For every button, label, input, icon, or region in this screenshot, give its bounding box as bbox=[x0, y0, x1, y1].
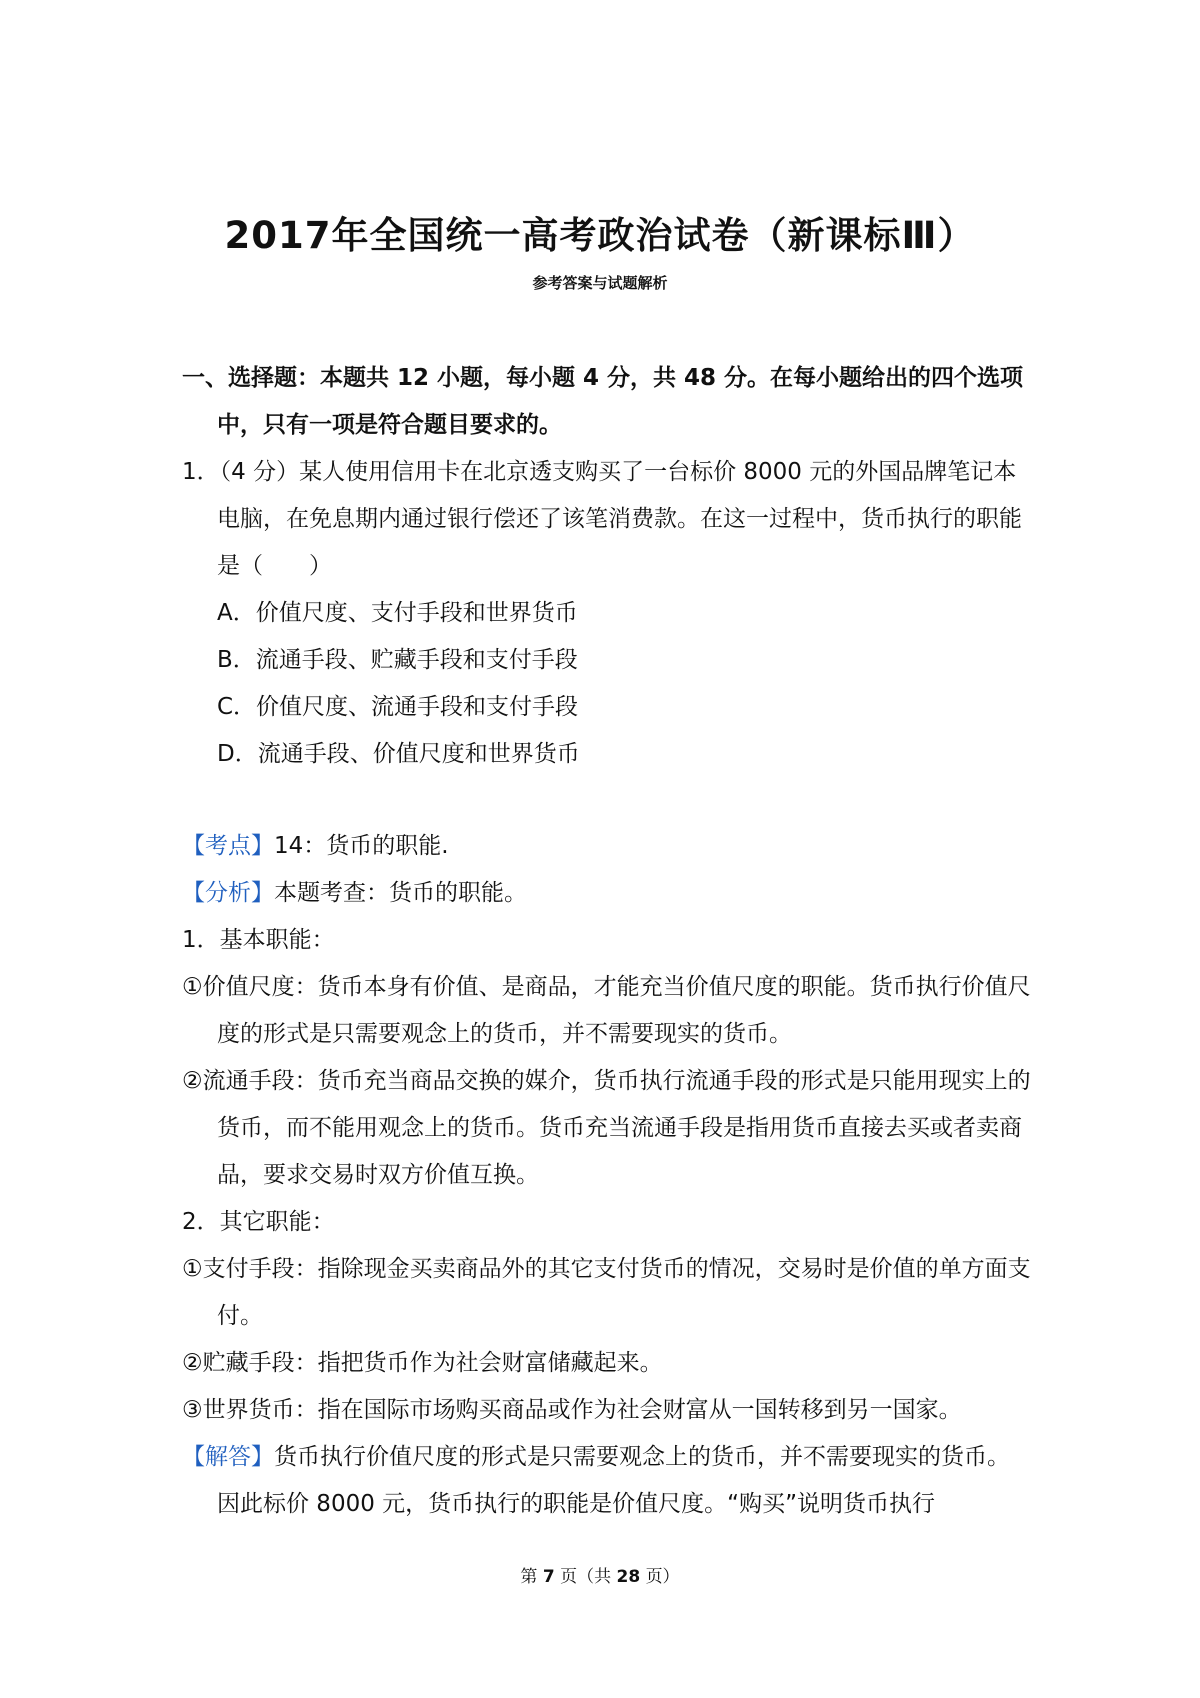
document-body bbox=[182, 355, 1032, 1528]
jieda-line bbox=[182, 1434, 1032, 1528]
option-c: C．价值尺度、流通手段和支付手段 bbox=[217, 694, 579, 720]
page-number: 7 bbox=[542, 1567, 555, 1587]
section-heading: 一、选择题：本题共 12 小题，每小题 4 分，共 48 分。在每小题给出的四个选项中，只有一项是符合题目要求的。 bbox=[182, 365, 1024, 438]
kaodian-line bbox=[182, 823, 1032, 870]
page-total: 28 bbox=[616, 1567, 641, 1587]
fenxi-text: 本题考查：货币的职能。 bbox=[274, 880, 527, 906]
page-footer bbox=[0, 1562, 1200, 1587]
document-subtitle: 参考答案与试题解析 bbox=[532, 274, 668, 292]
jieda-tag: 【解答】 bbox=[182, 1444, 274, 1470]
question-stem: 1．（4 分）某人使用信用卡在北京透支购买了一台标价 8000 元的外国品牌笔记本电脑，在免息期内通过银行偿还了该笔消费款。在这一过程中，货币执行的职能是（ ） bbox=[182, 459, 1022, 579]
option-a: A．价值尺度、支付手段和世界货币 bbox=[217, 600, 578, 626]
option-b: B．流通手段、贮藏手段和支付手段 bbox=[217, 647, 578, 673]
other-functions-heading: 2．其它职能： bbox=[182, 1209, 335, 1235]
kaodian-text: 14：货币的职能. bbox=[274, 833, 449, 859]
basic-function-item: ②流通手段：货币充当商品交换的媒介，货币执行流通手段的形式是只能用现实上的货币，而不能用观念上的货币。货币充当流通手段是指用货币直接去买或者卖商品，要求交易时双方价值互换。 bbox=[182, 1068, 1031, 1188]
spacer bbox=[182, 778, 1032, 823]
footer-middle: 页（共 bbox=[560, 1567, 612, 1587]
kaodian-tag: 【考点】 bbox=[182, 833, 274, 859]
document-title: 2017年全国统一高考政治试卷（新课标Ⅲ） bbox=[224, 214, 976, 257]
basic-function-item: ①价值尺度：货币本身有价值、是商品，才能充当价值尺度的职能。货币执行价值尺度的形式是只需要观念上的货币，并不需要现实的货币。 bbox=[182, 974, 1031, 1047]
option-d: D．流通手段、价值尺度和世界货币 bbox=[217, 741, 580, 767]
other-function-item: ③世界货币：指在国际市场购买商品或作为社会财富从一国转移到另一国家。 bbox=[182, 1397, 962, 1423]
footer-prefix: 第 bbox=[520, 1567, 538, 1587]
footer-suffix: 页） bbox=[645, 1567, 680, 1587]
jieda-text: 货币执行价值尺度的形式是只需要观念上的货币，并不需要现实的货币。因此标价 8000 元，货币执行的职能是价值尺度。“购买”说明货币执行 bbox=[217, 1444, 1010, 1517]
basic-functions-heading: 1．基本职能： bbox=[182, 927, 335, 953]
other-function-item: ②贮藏手段：指把货币作为社会财富储藏起来。 bbox=[182, 1350, 663, 1376]
fenxi-line bbox=[182, 870, 1032, 917]
fenxi-tag: 【分析】 bbox=[182, 880, 274, 906]
other-function-item: ①支付手段：指除现金买卖商品外的其它支付货币的情况，交易时是价值的单方面支付。 bbox=[182, 1256, 1031, 1329]
